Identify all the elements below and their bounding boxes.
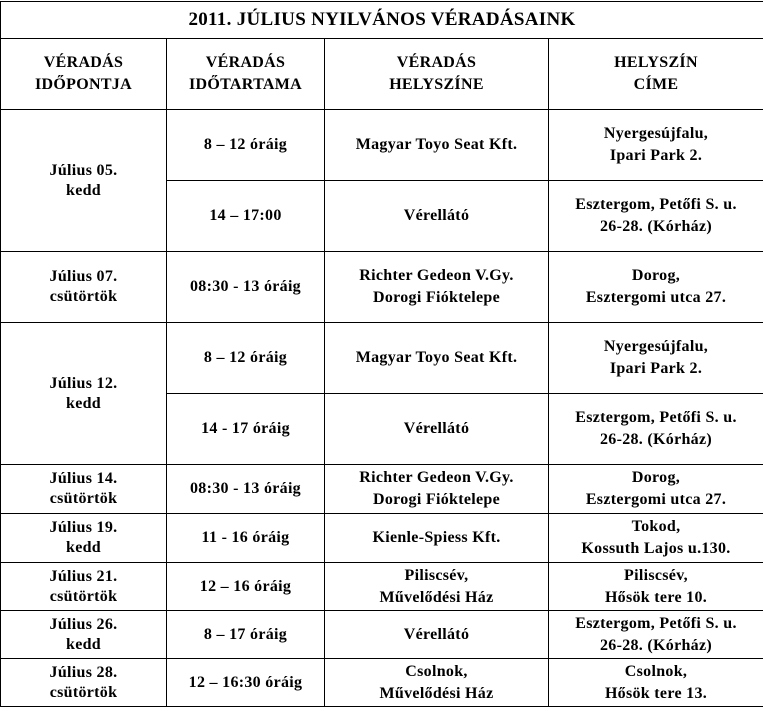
duration-cell: 8 – 12 óráig: [167, 110, 325, 181]
date-cell: Július 12. kedd: [1, 323, 167, 465]
address-cell: Csolnok, Hősök tere 13.: [549, 659, 763, 707]
venue-cell: Vérellátó: [325, 181, 549, 252]
duration-cell: 08:30 - 13 óráig: [167, 465, 325, 514]
table-title: 2011. JÚLIUS NYILVÁNOS VÉRADÁSAINK: [1, 2, 763, 39]
header-address: HELYSZÍN CÍME: [549, 39, 763, 110]
address-cell: Nyergesújfalu, Ipari Park 2.: [549, 110, 763, 181]
header-duration: VÉRADÁS IDŐTARTAMA: [167, 39, 325, 110]
duration-cell: 12 – 16 óráig: [167, 563, 325, 611]
venue-cell: Csolnok, Művelődési Ház: [325, 659, 549, 707]
address-cell: Nyergesújfalu, Ipari Park 2.: [549, 323, 763, 394]
venue-cell: Richter Gedeon V.Gy. Dorogi Fióktelepe: [325, 465, 549, 514]
table-row: [1, 563, 763, 611]
blood-donation-schedule-table: [0, 1, 763, 707]
address-cell: Tokod, Kossuth Lajos u.130.: [549, 514, 763, 563]
address-cell: Dorog, Esztergomi utca 27.: [549, 465, 763, 514]
address-cell: Esztergom, Petőfi S. u. 26-28. (Kórház): [549, 181, 763, 252]
venue-cell: Richter Gedeon V.Gy. Dorogi Fióktelepe: [325, 252, 549, 323]
venue-cell: Magyar Toyo Seat Kft.: [325, 323, 549, 394]
venue-cell: Kienle-Spiess Kft.: [325, 514, 549, 563]
duration-cell: 14 – 17:00: [167, 181, 325, 252]
date-cell: Július 07. csütörtök: [1, 252, 167, 323]
address-cell: Piliscsév, Hősök tere 10.: [549, 563, 763, 611]
address-cell: Dorog, Esztergomi utca 27.: [549, 252, 763, 323]
header-venue: VÉRADÁS HELYSZÍNE: [325, 39, 549, 110]
duration-cell: 8 – 12 óráig: [167, 323, 325, 394]
duration-cell: 12 – 16:30 óráig: [167, 659, 325, 707]
date-cell: Július 19. kedd: [1, 514, 167, 563]
venue-cell: Magyar Toyo Seat Kft.: [325, 110, 549, 181]
table-row: [1, 465, 763, 514]
table-row: [1, 252, 763, 323]
date-cell: Július 21. csütörtök: [1, 563, 167, 611]
date-cell: Július 05. kedd: [1, 110, 167, 252]
address-cell: Esztergom, Petőfi S. u. 26-28. (Kórház): [549, 611, 763, 659]
duration-cell: 11 - 16 óráig: [167, 514, 325, 563]
address-cell: Esztergom, Petőfi S. u. 26-28. (Kórház): [549, 394, 763, 465]
date-cell: Július 14. csütörtök: [1, 465, 167, 514]
table-row: [1, 323, 763, 394]
date-cell: Július 26. kedd: [1, 611, 167, 659]
duration-cell: 08:30 - 13 óráig: [167, 252, 325, 323]
header-date: VÉRADÁS IDŐPONTJA: [1, 39, 167, 110]
table-row: [1, 611, 763, 659]
venue-cell: Vérellátó: [325, 611, 549, 659]
table-row: [1, 659, 763, 707]
header-row: [1, 39, 763, 110]
venue-cell: Vérellátó: [325, 394, 549, 465]
date-cell: Július 28. csütörtök: [1, 659, 167, 707]
table-row: [1, 514, 763, 563]
duration-cell: 14 - 17 óráig: [167, 394, 325, 465]
table-row: [1, 110, 763, 181]
duration-cell: 8 – 17 óráig: [167, 611, 325, 659]
title-row: [1, 2, 763, 39]
venue-cell: Piliscsév, Művelődési Ház: [325, 563, 549, 611]
